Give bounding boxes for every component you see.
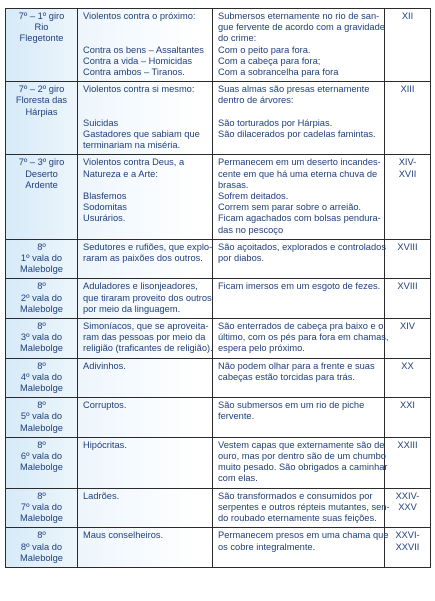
text-line: fervente. bbox=[218, 411, 255, 422]
text-line: XXIII bbox=[397, 439, 418, 450]
canto-cell bbox=[385, 239, 431, 279]
circle-cell bbox=[6, 319, 78, 359]
text-line: Usurários. bbox=[83, 213, 126, 224]
text-line: religião (traficantes de religião). bbox=[83, 343, 213, 354]
blank-line bbox=[218, 107, 379, 118]
text-line: 5º vala do bbox=[20, 411, 63, 422]
text-line: 8º bbox=[37, 360, 46, 371]
text-line: com elas. bbox=[218, 473, 258, 484]
text-line: Violentos contra o próximo: bbox=[83, 11, 196, 21]
text-line: Floresta das bbox=[15, 95, 68, 106]
text-line: Contra a vida – Homicidas bbox=[83, 55, 193, 66]
sinners-cell bbox=[78, 437, 213, 488]
text-line: do roubado eternamente suas feições. bbox=[218, 513, 377, 524]
table-row bbox=[6, 488, 431, 528]
sinners-cell bbox=[78, 398, 213, 438]
text-line: XVII bbox=[398, 168, 417, 179]
table-row bbox=[6, 319, 431, 359]
text-line: XVIII bbox=[397, 241, 418, 252]
blank-line bbox=[83, 22, 207, 33]
text-line: Ardente bbox=[25, 179, 58, 190]
text-line: São submersos em um rio de piche bbox=[218, 400, 365, 411]
text-line: das no pescoço bbox=[218, 224, 284, 235]
text-line: do crime: bbox=[218, 33, 257, 44]
text-line: Maus conselheiros. bbox=[83, 530, 164, 541]
circle-cell bbox=[6, 155, 78, 239]
punishment-cell bbox=[213, 319, 389, 359]
table-body bbox=[6, 9, 431, 568]
punishment-cell bbox=[213, 155, 385, 239]
canto-cell bbox=[385, 279, 431, 319]
inferno-circles-table bbox=[5, 8, 431, 568]
text-line: Correm sem parar sobre o arreião. bbox=[218, 202, 362, 213]
punishment-cell bbox=[213, 279, 385, 319]
circle-cell bbox=[6, 82, 78, 155]
table-row bbox=[6, 9, 431, 82]
blank-line bbox=[83, 107, 207, 118]
sinners-cell bbox=[78, 488, 213, 528]
text-line: por diabos. bbox=[218, 253, 264, 264]
text-line: 7º – 1º giro bbox=[18, 11, 65, 21]
text-line: XIV bbox=[400, 321, 415, 332]
text-line: 7º – 3º giro bbox=[18, 157, 65, 168]
text-line: XX bbox=[401, 360, 414, 371]
text-line: Permanecem em um deserto incandes- bbox=[218, 157, 381, 168]
circle-cell bbox=[6, 239, 78, 279]
text-line: último, com os pés para fora em chamas, bbox=[218, 332, 389, 343]
text-line: terminariam na miséria. bbox=[83, 140, 181, 151]
text-line: Com o peito para fora. bbox=[218, 44, 311, 55]
punishment-cell bbox=[213, 437, 388, 488]
punishment-cell bbox=[213, 239, 385, 279]
text-line: XVIII bbox=[397, 281, 418, 292]
text-line: Malebolge bbox=[20, 303, 63, 314]
text-line: São transformados e consumidos por bbox=[218, 490, 373, 501]
canto-cell bbox=[385, 398, 431, 438]
text-line: Malebolge bbox=[20, 343, 63, 354]
table-row bbox=[6, 398, 431, 438]
text-line: Contra os bens – Assaltantes bbox=[83, 44, 204, 55]
text-line: cabeças estão torcidas para trás. bbox=[218, 371, 355, 382]
text-line: São dilacerados por cadelas famintas. bbox=[218, 129, 376, 140]
text-line: 3º vala do bbox=[20, 332, 63, 343]
text-line: XXVII bbox=[395, 541, 420, 552]
text-line: Suicidas bbox=[83, 117, 119, 128]
text-line: Blasfemos bbox=[83, 191, 127, 201]
text-line: XXV bbox=[398, 501, 417, 512]
text-line: Malebolge bbox=[20, 462, 63, 473]
text-line: XIV- bbox=[398, 157, 417, 168]
text-line: Submersos eternamente no rio de san- bbox=[218, 11, 380, 21]
circle-cell bbox=[6, 488, 78, 528]
text-line: serpentes e outros répteis mutantes, sen- bbox=[218, 501, 390, 512]
text-line: XXVI- bbox=[395, 530, 420, 541]
text-line: Suas almas são presas eternamente bbox=[218, 84, 370, 95]
text-line: 8º bbox=[37, 490, 46, 501]
text-line: 8º vala do bbox=[20, 541, 63, 552]
text-line: Rio bbox=[34, 22, 49, 33]
text-line: Com a sobrancelha para fora bbox=[218, 67, 339, 78]
text-line: XII bbox=[401, 11, 414, 21]
text-line: Hipócritas. bbox=[83, 439, 127, 450]
text-line: Vestem capas que externamente são de bbox=[218, 439, 385, 450]
text-line: Deserto bbox=[25, 168, 58, 179]
sinners-cell bbox=[78, 358, 213, 398]
text-line: Permanecem presos em uma chama que bbox=[218, 530, 389, 541]
text-line: 7º vala do bbox=[20, 501, 63, 512]
text-line: XXI bbox=[400, 400, 415, 411]
text-line: Aduladores e lisonjeadores, bbox=[83, 281, 198, 292]
blank-line bbox=[83, 180, 207, 191]
punishment-cell bbox=[213, 398, 385, 438]
text-line: 8º bbox=[37, 281, 46, 292]
circle-cell bbox=[6, 528, 78, 568]
table-row bbox=[6, 437, 431, 488]
text-line: ouro, mas por dentro são de um chumbo bbox=[218, 451, 386, 462]
text-line: Adivinhos. bbox=[83, 360, 126, 371]
text-line: 8º bbox=[37, 400, 46, 411]
punishment-cell bbox=[213, 528, 389, 568]
text-line: muito pesado. São obrigados a caminhar bbox=[218, 462, 388, 473]
text-line: Sedutores e rufiões, que explo- bbox=[83, 241, 213, 252]
text-line: raram as paixões dos outros. bbox=[83, 253, 203, 264]
text-line: Não podem olhar para a frente e suas bbox=[218, 360, 375, 371]
text-line: XIII bbox=[400, 84, 415, 95]
text-line: 7º – 2º giro bbox=[18, 84, 65, 95]
text-line: Natureza e a Arte: bbox=[83, 168, 158, 179]
text-line: gue fervente de acordo com a gravidade bbox=[218, 22, 385, 33]
text-line: Malebolge bbox=[20, 513, 63, 524]
text-line: que tiraram proveito dos outros bbox=[83, 292, 212, 303]
table-row bbox=[6, 82, 431, 155]
punishment-cell bbox=[213, 9, 385, 82]
canto-cell bbox=[385, 155, 431, 239]
text-line: Hárpias bbox=[25, 106, 58, 117]
sinners-cell bbox=[78, 82, 213, 155]
canto-cell bbox=[385, 82, 431, 155]
text-line: Malebolge bbox=[20, 422, 63, 433]
text-line: Sodomitas bbox=[83, 202, 127, 213]
text-line: Violentos contra si mesmo: bbox=[83, 84, 195, 95]
sinners-cell bbox=[78, 9, 213, 82]
canto-cell bbox=[385, 488, 431, 528]
text-line: 4º vala do bbox=[20, 371, 63, 382]
table-row bbox=[6, 155, 431, 239]
circle-cell bbox=[6, 437, 78, 488]
text-line: Violentos contra Deus, a bbox=[83, 157, 185, 168]
text-line: por meio da linguagem. bbox=[83, 303, 181, 314]
text-line: Corruptos. bbox=[83, 400, 127, 411]
sinners-cell bbox=[78, 279, 213, 319]
circle-cell bbox=[6, 358, 78, 398]
text-line: Simoníacos, que se aproveita- bbox=[83, 321, 209, 332]
text-line: 6º vala do bbox=[20, 451, 63, 462]
text-line: 8º bbox=[37, 439, 46, 450]
text-line: Malebolge bbox=[20, 552, 63, 563]
text-line: ram das pessoas por meio da bbox=[83, 332, 206, 343]
text-line: cente em que há uma eterna chuva de bbox=[218, 168, 378, 179]
text-line: Com a cabeça para fora; bbox=[218, 55, 321, 66]
sinners-cell bbox=[78, 239, 213, 279]
canto-cell bbox=[385, 319, 431, 359]
circle-cell bbox=[6, 9, 78, 82]
blank-line bbox=[83, 33, 207, 44]
text-line: Sofrem deitados. bbox=[218, 191, 289, 202]
circle-cell bbox=[6, 279, 78, 319]
text-line: São enterrados de cabeça pra baixo e o bbox=[218, 321, 384, 332]
text-line: Malebolge bbox=[20, 383, 63, 394]
sinners-cell bbox=[78, 155, 213, 239]
sinners-cell bbox=[78, 528, 213, 568]
text-line: São açoitados, explorados e controlados bbox=[218, 241, 386, 252]
text-line: 2º vala do bbox=[20, 292, 63, 303]
text-line: Ficam imersos em um esgoto de fezes. bbox=[218, 281, 381, 292]
canto-cell bbox=[385, 437, 431, 488]
text-line: Ficam agachados com bolsas pendura- bbox=[218, 213, 381, 224]
blank-line bbox=[83, 95, 207, 106]
canto-cell bbox=[385, 358, 431, 398]
text-line: Ladrões. bbox=[83, 490, 120, 501]
table-row bbox=[6, 358, 431, 398]
text-line: Malebolge bbox=[20, 264, 63, 275]
text-line: brasas. bbox=[218, 179, 249, 190]
circle-cell bbox=[6, 398, 78, 438]
text-line: dentro de árvores: bbox=[218, 95, 294, 106]
table-row bbox=[6, 239, 431, 279]
text-line: XXIV- bbox=[395, 490, 420, 501]
text-line: 8º bbox=[37, 321, 46, 332]
text-line: 1º vala do bbox=[20, 253, 63, 264]
text-line: Gastadores que sabiam que bbox=[83, 129, 200, 139]
text-line: 8º bbox=[37, 530, 46, 541]
text-line: São torturados por Hárpias. bbox=[218, 117, 333, 128]
punishment-cell bbox=[213, 82, 385, 155]
sinners-cell bbox=[78, 319, 213, 359]
canto-cell bbox=[385, 9, 431, 82]
punishment-cell bbox=[213, 358, 385, 398]
text-line: os cobre integralmente. bbox=[218, 541, 316, 552]
table-row bbox=[6, 279, 431, 319]
canto-cell bbox=[385, 528, 431, 568]
table-row bbox=[6, 528, 431, 568]
text-line: 8º bbox=[37, 241, 46, 252]
text-line: Flegetonte bbox=[19, 33, 64, 44]
text-line: espera pelo próximo. bbox=[218, 343, 305, 354]
punishment-cell bbox=[213, 488, 390, 528]
text-line: Contra ambos – Tiranos. bbox=[83, 66, 185, 77]
